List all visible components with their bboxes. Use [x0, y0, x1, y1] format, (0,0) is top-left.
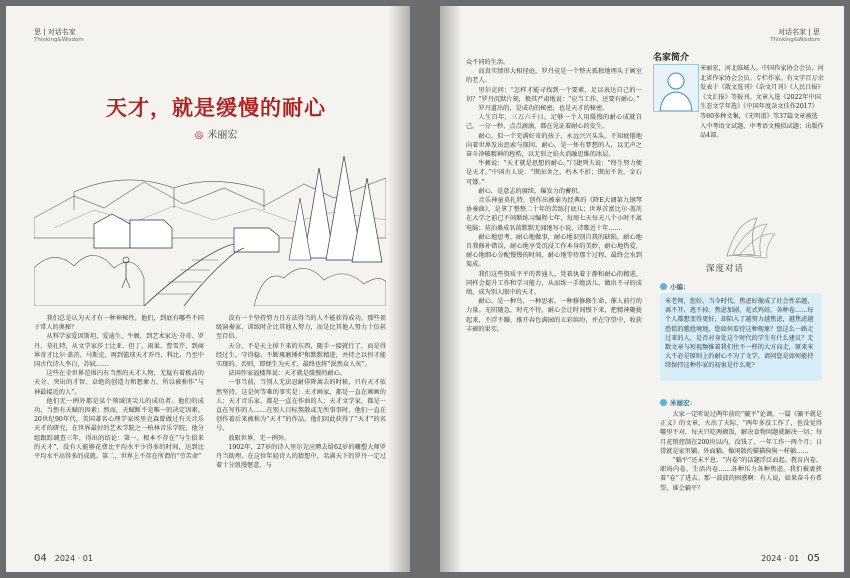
- right-header-section: 对话名家 | 思: [778, 28, 820, 36]
- paragraph: 天分，不是天上掉下来的东西，随手一接就行了，而是得经过生、守得稳、不断琢磨锤炉和默默精进，并持之以恒才能实现的。否则，即便生为天才，最终也将“泯然众人矣”。: [216, 342, 386, 369]
- paragraph: 我们总是认为天才有一种神秘性，他们，到底有哪些不同于常人的奥秘？: [34, 315, 204, 332]
- right-issue: 2024 · 01: [761, 554, 800, 563]
- paragraph: 这些在全世界范围内有当然的天才人物，无疑有着极高的天分、突出的才智、卓绝的创造力和想象力，所以被称作“与神最接近的人”。: [34, 370, 204, 396]
- right-folio: [761, 553, 820, 564]
- left-issue: 2024 · 01: [54, 554, 93, 563]
- paragraph: 一事当前，当别人无法忍耐佯降离去的时候，只有天才依然坚持。这是何等难的事实是：天才画家，都是一直在画画的人；天才音乐家，都是一直在作曲的人；天才文学家，都是一直在写作的人……在别人目标熬散或无所事事时，他们一直在创作着后来被称为“天才”的作品。他们因此获得了“天才”的名号。: [216, 379, 386, 433]
- paragraph: 耐心，是一种鸟，一种思索，一种修修修生命，催人前行的力量。光阴随急，时光不待，耐心会让时间慢下来，把精神聚拢起来，不浮不躁，推开春色满园的五彩缤纷，并在守望中，收获丰硕的果实。: [466, 298, 642, 333]
- left-header-section: 思 | 对话名家: [34, 28, 76, 36]
- paragraph: 音乐神童莫扎特，创作出被奉为经典的《降E大调第九钢琴协奏曲》，是拿了整整二十年的苦练打底儿；世界首富比尔·盖茨在大学之前已不间断练习编程七年，每周七天每天八个小时不离电脑；莫泊桑成名前默默无闻地写小说，诗歌近十年……: [466, 197, 642, 232]
- gutter-shadow: [440, 6, 462, 572]
- right-page-number: 05: [807, 553, 820, 564]
- left-page-number: 04: [34, 553, 47, 564]
- bio-heading: 名家简介: [653, 53, 690, 63]
- paragraph: 放眼世界，无一例外。: [228, 434, 291, 442]
- left-column-2: [216, 314, 386, 470]
- paragraph: 而真实情形大相径庭，罗丹竟是一个整天孤独地埋头于画室的老人。: [466, 68, 642, 85]
- paragraph: 牛顿说：“天才就是思想的耐心。”门捷列夫说：“终生努力便是天才。”中国古人说：“锲而舍之，朽木不折；锲而不舍，金石可镂。”: [466, 160, 642, 186]
- paragraph: 众不同的生活。: [466, 59, 510, 66]
- speaker-dot-icon: [660, 399, 667, 406]
- answer-text: [660, 410, 822, 493]
- left-header-en: Thinking&Wisdom: [34, 37, 84, 43]
- answer-speaker-label: 米丽宏：: [670, 399, 696, 407]
- paragraph: 从科学家爱因斯坦、爱迪生、牛顿，到艺术家达·芬奇、罗丹、莫扎特，从文学家莎士比亚、但丁、雨果、曹雪芹，到商界奇才比尔·盖茨、马斯克，再到篮球天才乔丹、科比，乃至中国古代诗人李白、苏轼……: [34, 333, 204, 369]
- paragraph: 1902年，27岁的诗人里尔克应聘去给62岁的雕塑大师罗丹当助理。在这位年轻诗人的猜想中，名满天下的罗丹一定过着十分浪漫惬意、与: [216, 443, 386, 470]
- paragraph: 耐心，是意志的赓续，爆发力的蓄积。: [478, 187, 584, 195]
- right-running-header: [770, 28, 820, 44]
- paragraph: 他们无一例外都是某个领域顶尖儿的成功者。他们的成功，当然有天赋的因素；然而，天赋断不是唯一的决定因素。20世纪90年代，美国著名心理学家埃里克森曾做过有关音乐天才的研究，在世界最好的艺术学院之一柏林音乐学院，他分组跟踪调查三年，得出的结论：第一，根本不存在“与生俱来的天才”，没有人能够花费比平均水平少得多的时间，达到比平均水平高得多的成就。第二，世界上不存在所谓的“劳苦命”: [34, 397, 204, 461]
- answer-speaker: [660, 398, 696, 407]
- question-speaker: [660, 282, 690, 291]
- question-speaker-label: 小编：: [670, 283, 690, 291]
- article-author: [46, 126, 386, 141]
- right-page: [440, 6, 844, 572]
- article-title: 天才，就是缓慢的耐心: [106, 95, 326, 120]
- paragraph: 大家一定听说过两年前的“躺平”论调。一篇《躺平就是正义》的文章，火出了天际，“两年多没工作了，也没觉得哪里不对，每天只吃两顿饭，解决食物问题就解决一切；每月花销控制在200块以内，没钱了，一年工作一两个月；日常就是家里躺，外面躺。像闲散的猫猫狗狗一样躺……: [660, 411, 822, 455]
- left-page: [6, 6, 410, 572]
- paragraph: 罗丹道出的，是成功的秘密，也是天才的秘密。: [478, 105, 609, 113]
- deep-dialogue-title: 深度对话: [706, 264, 745, 274]
- paragraph: 耐心，似一个充满好奇的孩子，永远兴兴头头。不知疲倦地向着世界发出思索与探问。耐心，是一怀有梦想的人，以无声之奋斗净破精神的桎梏，以无形之焰火消融思维的冰层。: [466, 132, 642, 159]
- author-mark-icon: ◎: [194, 130, 204, 141]
- landscape-illustration: [34, 148, 386, 306]
- paragraph: “躺平”还未平息，“内卷”的话题浮泛而起。教育内卷、职场内卷、生活内卷……各种压力各种焦虑。我们被裹挟着“卷”了进去。那一波波的困惑啊：有人说，如果奋斗有希望，谁会躺平？: [660, 457, 822, 492]
- paragraph: 人生百年，三万六千日。足够一个人用缓慢的耐心成就自己，一分一秒，点点滴滴，都在见证着耐心的发生。: [466, 114, 642, 131]
- paragraph: 没有一个坚持努力且方法得当的人不能获得成功。那些顶级演奏家，训练时企比其他人努力，而是比其他人努力十倍甚至百倍。: [216, 315, 386, 341]
- question-text: 米老师，您好。当今时代，焦虑好像成了社会性话题，离不开、逃不掉。焦虑加剧，花式鸡娃，各种卷……每个人都想变得更好，却陷入了越努力越焦虑，越焦虑越恐慌的尴尬境地，您如何看待这种现象？您这么一路走过来的人，是否对身处这个时代的学生有什么建议？无数文章与短视频推着我们往不一样的大方向走，原来米大不必是原则上的耐心不为了文学，请问您是如何能持续保持这种作家的初衷是什么呢？: [665, 298, 814, 370]
- speaker-dot-icon: [660, 283, 667, 290]
- author-name: 米丽宏: [207, 130, 238, 141]
- question-box: [660, 293, 822, 381]
- paragraph: 我们这些资质平平的普通人，凭着执着于静和耐心的精进，同样会提升工作和学习能力，从而练一手绝活儿，做出不寻的成绩，成为别人眼中的天才。: [466, 270, 642, 297]
- left-running-header: [34, 28, 84, 44]
- right-column-1: [466, 58, 642, 334]
- bio-text: 米丽宏，河北临城人。中国作家协会会员，河北省作家协会会员。专栏作家。有文字百万余发表于《散文选刊》《杂文月刊》《人民日报》《文汇报》等报刊。文章入选《2022年中国生态文学年选》《中国年度杂文佳作2017》等60多种文集，《光明谱》等37篇文章被选入中考语文试题、中考语文模拟试题；出版作品4部。: [700, 65, 824, 140]
- left-folio: [34, 553, 93, 564]
- author-bio: [700, 64, 824, 141]
- paragraph: 耐心地思考，耐心地做事，耐心地识别自我的缺陷，耐心地自我修补错误，耐心地享受沉浸工作本身的美妙，耐心地热爱，耐心地细心分配慢慢的时间，耐心地等待那个过程，最终会水到渠成。: [466, 233, 642, 269]
- right-header-en: Thinking&Wisdom: [770, 37, 820, 43]
- paragraph: 里尔克问：“怎样才能寻找到一个要素，足以表达自己的一切？”罗丹沉默片刻，极其严肃地说：“应当工作，还要有耐心。”: [466, 86, 642, 103]
- gutter-shadow: [388, 6, 410, 572]
- author-portrait: [653, 64, 699, 112]
- left-column-1: [34, 314, 204, 461]
- paragraph: 法国作家福楼拜说：天才就是缓慢的耐心。: [228, 370, 346, 378]
